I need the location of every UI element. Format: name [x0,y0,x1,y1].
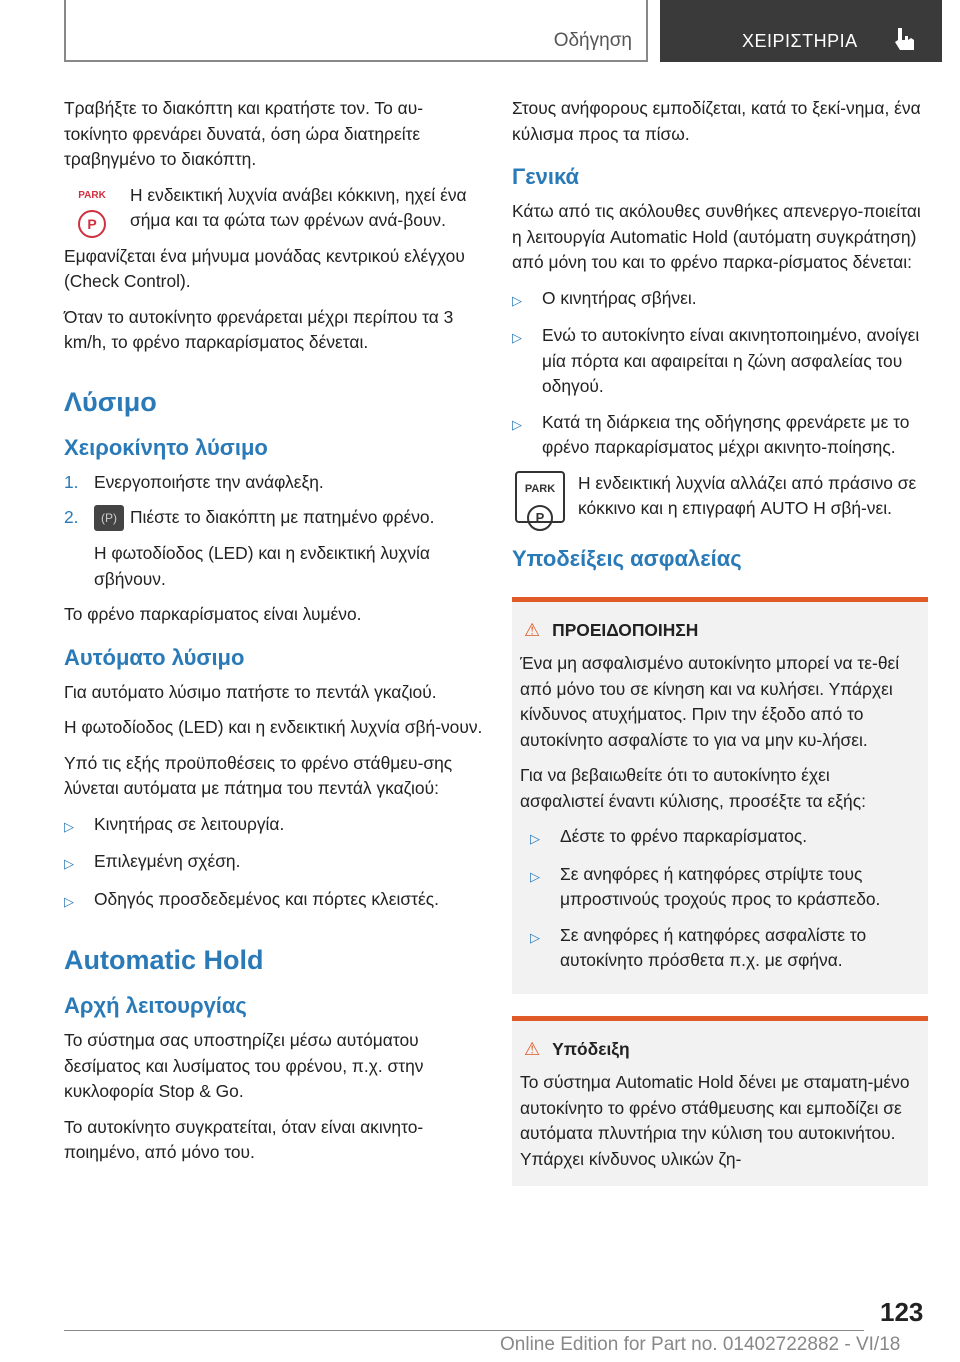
left-column [64,96,484,1176]
header-chapter-box [660,0,942,62]
warning-box [512,597,928,994]
header-chapter: ΧΕΙΡΙΣΤΗΡΙΑ [742,31,858,51]
paragraph: Όταν το αυτοκίνητο φρενάρεται μέχρι περίπου τα 3 km/h, το φρένο παρκαρίσματος δένεται. [64,306,454,352]
heading-principle: Αρχή λειτουργίας [64,993,247,1019]
list-item: ▷ Κινητήρας σε λειτουργία. [64,813,285,834]
note-title: Υπόδειξη [552,1038,630,1059]
note-text: Το σύστημα Automatic Hold δένει με σταματη-μένο αυτοκίνητο το φρένο στάθμευσης και εμποδίζει σε αυτόματα πλυντήρια την κύλιση του αυτοκινήτου. Υπάρχει κίνδυνος υλικών ζη- [520,1072,910,1169]
warning-title: ΠΡΟΕΙΔΟΠΟΙΗΣΗ [552,619,699,640]
note-box [512,1016,928,1187]
paragraph: Στους ανήφορους εμποδίζεται, κατά το ξεκί-νημα, ένα κύλισμα προς τα πίσω. [512,98,921,144]
indicator-row [512,471,928,523]
list-item: ▷ Οδηγός προσδεδεμένος και πόρτες κλειστές. [64,888,439,909]
list-item: ▷ Σε ανηφόρες ή κατηφόρες ασφαλίστε το αυτοκίνητο πρόσθετα π.χ. με σφήνα. [530,924,867,970]
page-number: 123 [880,1297,924,1327]
paragraph: Εμφανίζεται ένα μήνυμα μονάδας κεντρικού ελέγχου (Check Control). [64,245,465,291]
heading-manual-release: Χειροκίνητο λύσιμο [64,434,268,460]
heading-general: Γενικά [512,164,580,189]
warning-icon: ⚠ [524,619,541,640]
footer-edition: Online Edition for Part no. 01402722882 - VI/18 [500,1334,901,1355]
paragraph: Για αυτόματο λύσιμο πατήστε το πεντάλ γκαζιού. [64,681,437,702]
header-section-box [64,0,648,62]
heading-safety: Υποδείξεις ασφαλείας [512,545,742,571]
list-item: ▷ Δέστε το φρένο παρκαρίσματος. [530,826,808,846]
header-section: Οδήγηση [553,30,632,51]
indicator-row [64,183,484,234]
step-item: 2. (P) Πιέστε το διακόπτη με πατημένο φρένο. [64,505,484,531]
indicator-text: Η ενδεικτική λυχνία αλλάζει από πράσινο σε κόκκινο και η επιγραφή AUTO H σβή-νει. [578,472,917,518]
park-indicator-icon: PARK P [515,471,565,523]
paragraph: Το σύστημα σας υποστηρίζει μέσω αυτόματου δεσίματος και λυσίματος του φρένου, π.χ. στην κυκλοφορία Stop & Go. [64,1030,424,1102]
footer-divider [64,1330,864,1331]
list-item: ▷ Ενώ το αυτοκίνητο είναι ακινητοποιημένο, ανοίγει μία πόρτα και αφαιρείται η ζώνη ασφαλείας του οδηγού. [512,325,920,396]
right-column [512,96,928,1196]
parking-switch-icon: (P) [94,505,124,531]
warning-text: Ένα μη ασφαλισμένο αυτοκίνητο μπορεί να τε-θεί από μόνο του σε κίνηση και να κυλήσει. Υπάρχει κίνδυνος ατυχήματος. Πριν την έξοδο από το αυτοκίνητο ασφαλίστε το για να μην κυ-λήσει. [520,653,900,750]
warning-text: Για να βεβαιωθείτε ότι το αυτοκίνητο έχει ασφαλιστεί έναντι κύλισης, προσέξτε τα εξής: [520,765,866,811]
heading-release: Λύσιμο [64,386,157,417]
step-item: 1. Ενεργοποιήστε την ανάφλεξη. [64,471,324,492]
list-item: ▷ Επιλεγμένη σχέση. [64,851,241,872]
paragraph: Το φρένο παρκαρίσματος είναι λυμένο. [64,604,362,625]
park-red-icon: PARK P [70,183,114,233]
paragraph: Κάτω από τις ακόλουθες συνθήκες απενεργο-ποιείται η λειτουργία Automatic Hold (αυτόματη συγκράτηση) από μόνη του και το φρένο παρκα-ρίσματος δένεται: [512,201,921,272]
paragraph: Το αυτοκίνητο συγκρατείται, όταν είναι ακινητο-ποιημένο, από μόνο του. [64,1116,424,1163]
warning-icon: ⚠ [524,1038,541,1059]
paragraph: Τραβήξτε το διακόπτη και κρατήστε τον. Το αυ-τοκίνητο φρενάρει δυνατά, όση ώρα διατηρείτε τραβηγμένο το διακόπτη. [64,98,424,169]
paragraph: Η φωτοδίοδος (LED) και η ενδεικτική λυχνία σβή-νουν. [64,717,483,738]
heading-automatic-hold: Automatic Hold [64,945,264,976]
list-item: ▷ Ο κινητήρας σβήνει. [512,287,697,308]
paragraph: Υπό τις εξής προϋποθέσεις το φρένο στάθμευ-σης λύνεται αυτόματα με πάτημα του πεντάλ γκαζιού: [64,752,453,799]
indicator-text: Η ενδεικτική λυχνία ανάβει κόκκινη, ηχεί ένα σήμα και τα φώτα των φρένων ανά-βουν. [130,184,467,230]
heading-auto-release: Αυτόματο λύσιμο [64,644,245,670]
step-sub: Η φωτοδίοδος (LED) και η ενδεικτική λυχνία σβήνουν. [94,543,430,589]
list-item: ▷ Κατά τη διάρκεια της οδήγησης φρενάρετε με το φρένο παρκαρίσματος μέχρι ακινητο-ποίησης. [512,411,910,457]
list-item: ▷ Σε ανηφόρες ή κατηφόρες στρίψτε τους μπροστινούς τροχούς προς το κράσπεδο. [530,863,881,909]
hand-pointer-icon [892,26,922,54]
